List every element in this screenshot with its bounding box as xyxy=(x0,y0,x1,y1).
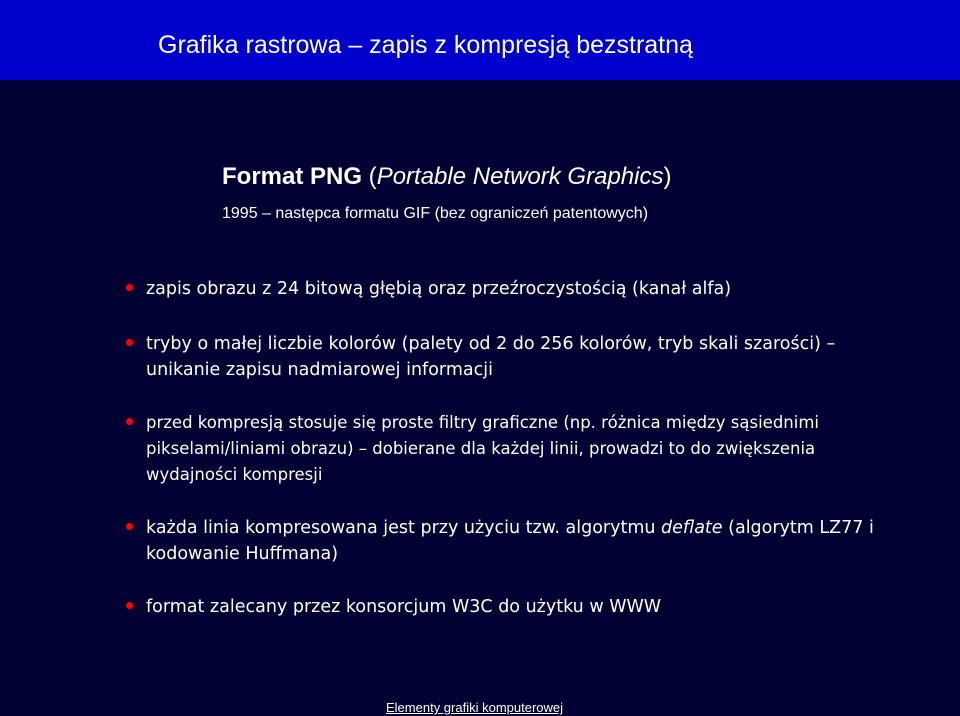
heading-close-paren: ) xyxy=(663,163,672,190)
heading-open-paren: ( xyxy=(362,163,377,190)
bullet-text-end: (algorytm LZ77 i kodowanie Huffmana) xyxy=(146,518,874,564)
bullet-dot-icon xyxy=(126,602,133,609)
slide-title: Grafika rastrowa – zapis z kompresją bezstratną xyxy=(158,31,693,59)
footer-link[interactable]: Elementy grafiki komputerowej xyxy=(386,700,564,715)
title-bar xyxy=(0,0,960,80)
format-expansion: Portable Network Graphics xyxy=(376,163,664,190)
format-subheading: 1995 – następca formatu GIF (bez ograniczeń patentowych) xyxy=(222,205,649,222)
bullet-text: format zalecany przez konsorcjum W3C do użytku w WWW xyxy=(146,597,662,617)
format-name: Format PNG xyxy=(222,163,363,190)
bullet-dot-icon xyxy=(126,284,133,291)
bullet-dot-icon xyxy=(126,523,133,530)
bullet-text: tryby o małej liczbie kolorów (palety od 2 do 256 kolorów, tryb skali szarości) – unikanie zapisu nadmiarowej informacji xyxy=(146,334,836,380)
bullet-item xyxy=(125,515,885,567)
bullet-text-start: każda linia kompresowana jest przy użyciu tzw. algorytmu xyxy=(146,518,662,538)
format-heading xyxy=(222,162,671,192)
bullet-dot-icon xyxy=(126,418,133,425)
bullet-italic-term: deflate xyxy=(661,518,723,538)
bullet-text: zapis obrazu z 24 bitową głębią oraz przeźroczystością (kanał alfa) xyxy=(146,279,732,299)
bullet-dot-icon xyxy=(126,339,133,346)
bullet-item xyxy=(125,410,885,488)
bullet-item xyxy=(125,594,885,620)
bullet-item xyxy=(125,331,885,383)
bullet-item xyxy=(125,276,885,302)
bullet-text: przed kompresją stosuje się proste filtry graficzne (np. różnica między sąsiednimi pikselami/liniami obrazu) – dobierane dla każdej linii, prowadzi to do zwiększenia wydajności kompresji xyxy=(146,413,819,484)
